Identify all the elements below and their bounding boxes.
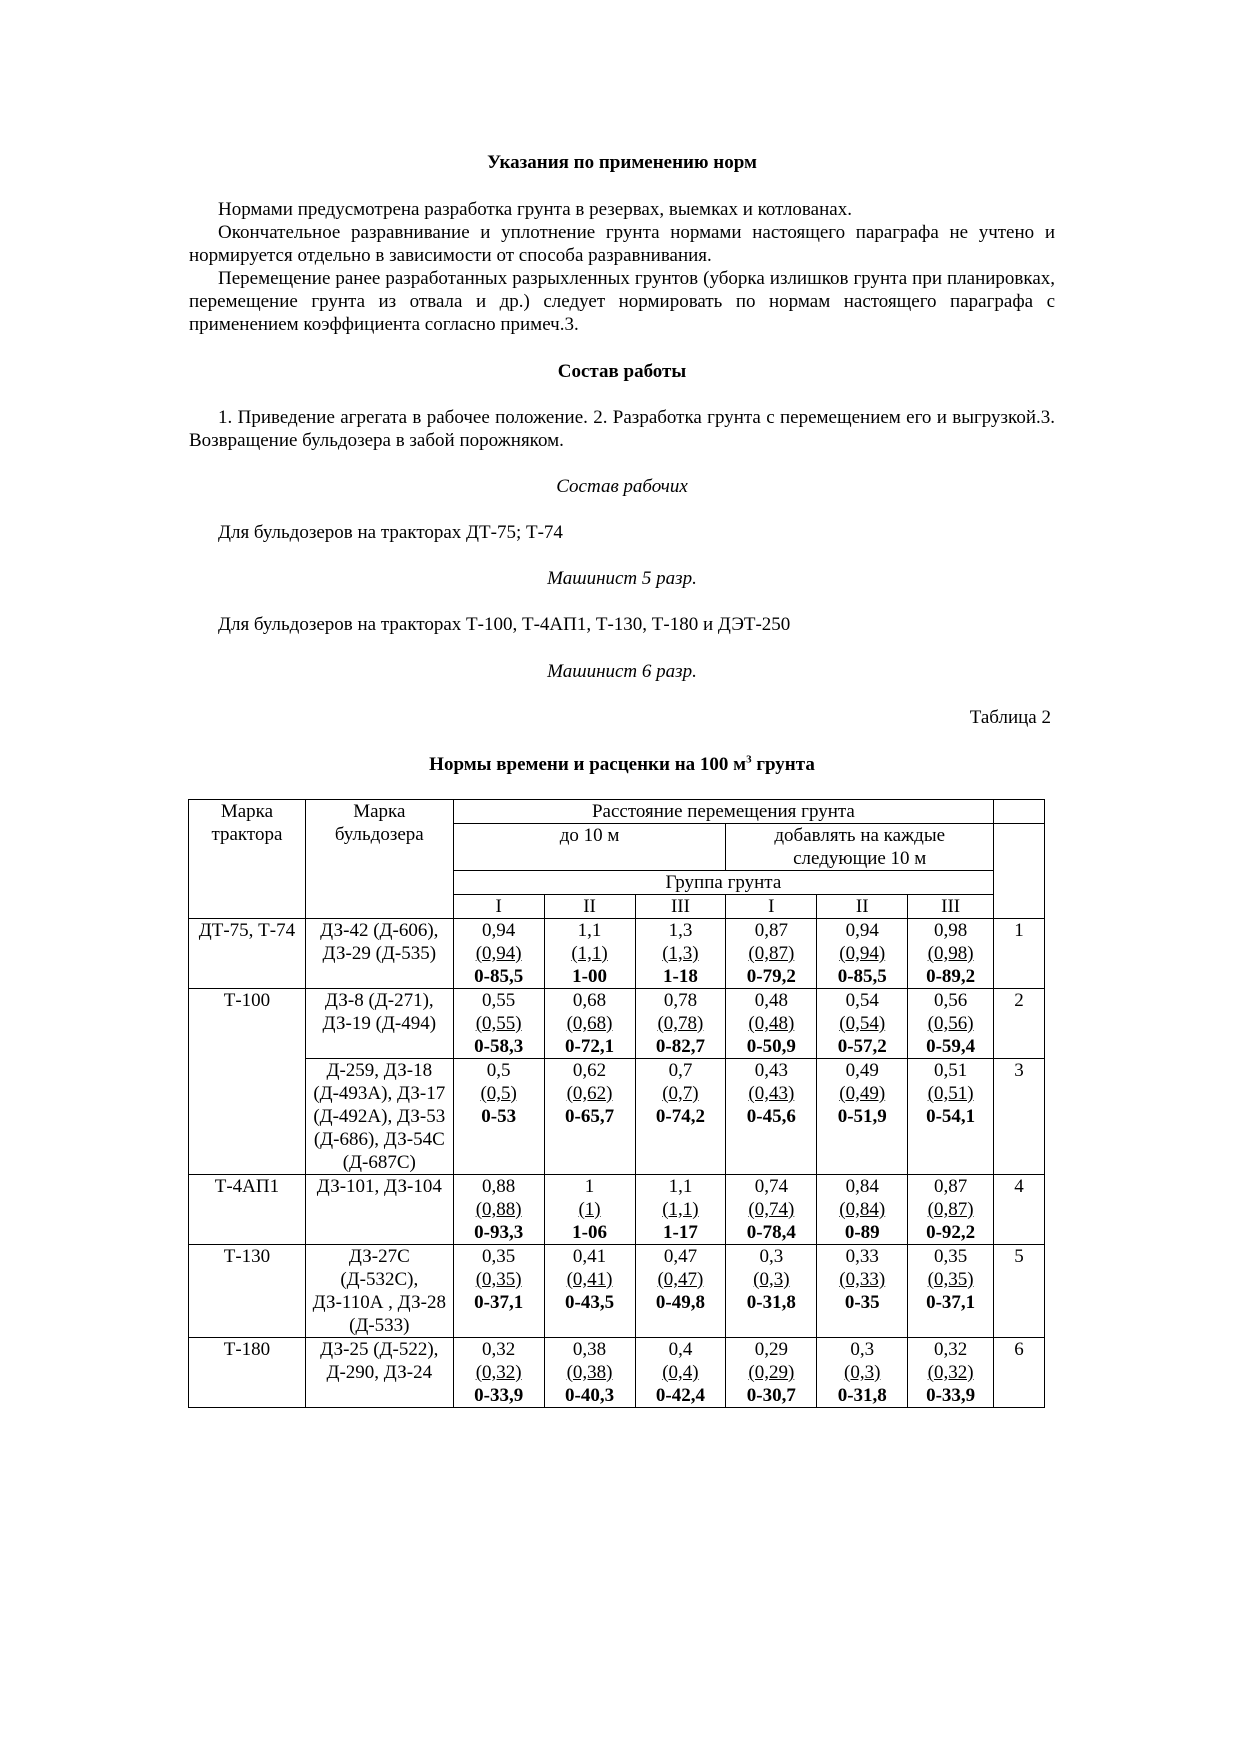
time-norm: 0,48 bbox=[754, 990, 788, 1011]
machine-time: (0,32) bbox=[475, 1362, 522, 1383]
tractor-cell: Т-180 bbox=[189, 1338, 306, 1408]
machine-time: (0,87) bbox=[748, 943, 795, 964]
machine-time: (0,98) bbox=[927, 943, 974, 964]
norm-cell bbox=[817, 1059, 908, 1175]
machine-time: (0,48) bbox=[748, 1013, 795, 1034]
time-norm: 0,32 bbox=[482, 1339, 516, 1360]
rate-value: 0-43,5 bbox=[565, 1292, 615, 1313]
machine-time: (0,47) bbox=[657, 1269, 704, 1290]
work-text bbox=[189, 406, 1055, 452]
time-norm: 1,3 bbox=[668, 920, 693, 941]
header-add-10: добавлять на каждые следующие 10 м bbox=[726, 824, 994, 871]
machine-time: (0,87) bbox=[927, 1199, 974, 1220]
time-norm: 0,4 bbox=[668, 1339, 693, 1360]
row-number: 1 bbox=[994, 919, 1045, 989]
norm-cell bbox=[908, 1175, 994, 1245]
rate-value: 0-30,7 bbox=[746, 1385, 796, 1406]
rate-value: 0-78,4 bbox=[746, 1222, 796, 1243]
time-norm: 0,5 bbox=[486, 1060, 511, 1081]
rate-value: 0-89 bbox=[844, 1222, 880, 1243]
rate-value: 0-57,2 bbox=[837, 1036, 887, 1057]
norm-cell bbox=[635, 919, 726, 989]
time-norm: 0,88 bbox=[482, 1176, 516, 1197]
machine-time: (0,94) bbox=[475, 943, 522, 964]
header-tractor: Марка трактора bbox=[189, 800, 306, 919]
norm-cell bbox=[726, 989, 817, 1059]
table-row bbox=[189, 1059, 1045, 1175]
machine-time: (0,7) bbox=[662, 1083, 699, 1104]
table-title-superscript: 3 bbox=[746, 753, 752, 766]
time-norm: 0,3 bbox=[759, 1246, 784, 1267]
workers-role-1: Машинист 5 разр. bbox=[547, 568, 697, 589]
workers-line-2 bbox=[189, 613, 1055, 636]
work-paragraph: 1. Приведение агрегата в рабочее положение. 2. Разработка грунта с перемещением его и выгрузкой.3. Возвращение бульдозера в забой порожняком. bbox=[189, 407, 1055, 451]
tractor-cell: Т-4АП1 bbox=[189, 1175, 306, 1245]
time-norm: 0,7 bbox=[668, 1060, 693, 1081]
machine-time: (0,55) bbox=[475, 1013, 522, 1034]
rate-value: 0-79,2 bbox=[746, 966, 796, 987]
header-empty-cell bbox=[994, 800, 1045, 824]
norm-cell bbox=[908, 989, 994, 1059]
table-title-text: Нормы времени и расценки на 100 м bbox=[429, 754, 747, 775]
workers-role-2: Машинист 6 разр. bbox=[547, 661, 697, 682]
rate-value: 0-93,3 bbox=[474, 1222, 524, 1243]
machine-time: (1,3) bbox=[662, 943, 699, 964]
row-number: 5 bbox=[994, 1245, 1045, 1338]
header-number-cell bbox=[994, 824, 1045, 919]
norm-cell bbox=[635, 1338, 726, 1408]
norm-cell bbox=[817, 1175, 908, 1245]
norm-cell bbox=[544, 989, 635, 1059]
workers-text: Для бульдозеров на тракторах Т-100, Т-4АП1, Т-130, Т-180 и ДЭТ-250 bbox=[218, 614, 791, 635]
rate-value: 0-37,1 bbox=[926, 1292, 976, 1313]
time-norm: 0,87 bbox=[754, 920, 788, 941]
norm-cell bbox=[635, 1059, 726, 1175]
norm-cell bbox=[544, 919, 635, 989]
norm-cell bbox=[453, 1059, 544, 1175]
rate-value: 1-00 bbox=[572, 966, 607, 987]
machine-time: (0,5) bbox=[480, 1083, 517, 1104]
tractor-cell: Т-130 bbox=[189, 1245, 306, 1338]
header-soil-group: Группа грунта bbox=[453, 871, 993, 895]
norms-table bbox=[188, 799, 1045, 1408]
machine-time: (0,78) bbox=[657, 1013, 704, 1034]
norm-cell bbox=[908, 1059, 994, 1175]
time-norm: 0,32 bbox=[933, 1339, 968, 1360]
rate-value: 0-74,2 bbox=[655, 1106, 705, 1127]
norm-cell bbox=[544, 1059, 635, 1175]
rate-value: 0-40,3 bbox=[565, 1385, 615, 1406]
intro-paragraph: Нормами предусмотрена разработка грунта в резервах, выемках и котлованах. bbox=[218, 199, 852, 220]
rate-value: 0-45,6 bbox=[746, 1106, 796, 1127]
time-norm: 0,87 bbox=[933, 1176, 968, 1197]
bulldozer-cell: ДЗ-27С (Д-532С), ДЗ-110А , ДЗ-28 (Д-533) bbox=[305, 1245, 453, 1338]
time-norm: 0,3 bbox=[850, 1339, 875, 1360]
machine-time: (0,3) bbox=[753, 1269, 790, 1290]
group-label: I bbox=[453, 895, 544, 919]
table-title bbox=[189, 753, 1055, 776]
machine-time: (0,62) bbox=[566, 1083, 613, 1104]
machine-time: (0,88) bbox=[475, 1199, 522, 1220]
time-norm: 0,94 bbox=[845, 920, 879, 941]
rate-value: 0-72,1 bbox=[565, 1036, 615, 1057]
table-row bbox=[189, 919, 1045, 989]
norm-cell bbox=[453, 989, 544, 1059]
time-norm: 0,29 bbox=[754, 1339, 788, 1360]
time-norm: 0,98 bbox=[933, 920, 968, 941]
rate-value: 1-06 bbox=[572, 1222, 607, 1243]
rate-value: 0-59,4 bbox=[926, 1036, 976, 1057]
time-norm: 1,1 bbox=[577, 920, 602, 941]
time-norm: 0,54 bbox=[845, 990, 879, 1011]
machine-time: (1,1) bbox=[571, 943, 608, 964]
time-norm: 0,84 bbox=[845, 1176, 879, 1197]
rate-value: 0-49,8 bbox=[655, 1292, 705, 1313]
rate-value: 0-85,5 bbox=[474, 966, 524, 987]
machine-time: (0,43) bbox=[748, 1083, 795, 1104]
work-heading: Состав работы bbox=[557, 361, 687, 382]
rate-value: 0-33,9 bbox=[926, 1385, 976, 1406]
time-norm: 0,35 bbox=[482, 1246, 516, 1267]
rate-value: 0-37,1 bbox=[474, 1292, 524, 1313]
intro-paragraph: Окончательное разравнивание и уплотнение грунта нормами настоящего параграфа не учтено и нормируется отдельно в зависимости от способа разравнивания. bbox=[189, 222, 1055, 266]
rate-value: 0-92,2 bbox=[926, 1222, 976, 1243]
norm-cell bbox=[453, 919, 544, 989]
rate-value: 0-85,5 bbox=[837, 966, 887, 987]
norm-cell bbox=[817, 919, 908, 989]
rate-value: 0-42,4 bbox=[655, 1385, 705, 1406]
group-label: I bbox=[726, 895, 817, 919]
rate-value: 0-53 bbox=[481, 1106, 517, 1127]
norm-cell bbox=[908, 919, 994, 989]
rate-value: 0-58,3 bbox=[474, 1036, 524, 1057]
time-norm: 0,35 bbox=[933, 1246, 968, 1267]
table-label: Таблица 2 bbox=[969, 707, 1051, 728]
rate-value: 0-35 bbox=[844, 1292, 880, 1313]
machine-time: (0,74) bbox=[748, 1199, 795, 1220]
tractor-cell: Т-100 bbox=[189, 989, 306, 1175]
machine-time: (0,94) bbox=[839, 943, 886, 964]
bulldozer-cell: ДЗ-25 (Д-522), Д-290, ДЗ-24 bbox=[305, 1338, 453, 1408]
table-row bbox=[189, 1338, 1045, 1408]
time-norm: 0,62 bbox=[572, 1060, 607, 1081]
machine-time: (0,35) bbox=[927, 1269, 974, 1290]
row-number: 2 bbox=[994, 989, 1045, 1059]
row-number: 6 bbox=[994, 1338, 1045, 1408]
norm-cell bbox=[908, 1338, 994, 1408]
norm-cell bbox=[726, 919, 817, 989]
header-upto-10: до 10 м bbox=[453, 824, 726, 871]
rate-value: 0-82,7 bbox=[655, 1036, 705, 1057]
rate-value: 1-18 bbox=[663, 966, 698, 987]
machine-time: (0,51) bbox=[927, 1083, 974, 1104]
rate-value: 0-50,9 bbox=[746, 1036, 796, 1057]
bulldozer-cell: ДЗ-101, ДЗ-104 bbox=[305, 1175, 453, 1245]
norm-cell bbox=[453, 1245, 544, 1338]
intro-paragraph: Перемещение ранее разработанных разрыхленных грунтов (уборка излишков грунта при планировках, перемещение грунта из отвала и др.) следует нормировать по нормам настоящего параграфа с применением коэффициента согласно примеч.3. bbox=[189, 268, 1055, 335]
row-number: 3 bbox=[994, 1059, 1045, 1175]
time-norm: 0,56 bbox=[933, 990, 968, 1011]
machine-time: (1) bbox=[578, 1199, 601, 1220]
time-norm: 0,74 bbox=[754, 1176, 788, 1197]
group-label: III bbox=[908, 895, 994, 919]
intro-text bbox=[189, 198, 1055, 336]
bulldozer-cell: ДЗ-42 (Д-606), ДЗ-29 (Д-535) bbox=[305, 919, 453, 989]
group-label: II bbox=[817, 895, 908, 919]
norm-cell bbox=[908, 1245, 994, 1338]
header-bulldozer: Марка бульдозера bbox=[305, 800, 453, 919]
machine-time: (0,38) bbox=[566, 1362, 613, 1383]
norm-cell bbox=[544, 1338, 635, 1408]
table-row bbox=[189, 1245, 1045, 1338]
rate-value: 0-33,9 bbox=[474, 1385, 524, 1406]
time-norm: 0,41 bbox=[572, 1246, 607, 1267]
workers-heading: Состав рабочих bbox=[556, 476, 688, 497]
machine-time: (0,49) bbox=[839, 1083, 886, 1104]
norm-cell bbox=[635, 989, 726, 1059]
time-norm: 0,55 bbox=[482, 990, 516, 1011]
time-norm: 0,94 bbox=[482, 920, 516, 941]
header-row bbox=[189, 800, 1045, 824]
norm-cell bbox=[726, 1175, 817, 1245]
norm-cell bbox=[453, 1175, 544, 1245]
workers-text: Для бульдозеров на тракторах ДТ-75; Т-74 bbox=[218, 522, 563, 543]
tractor-cell: ДТ-75, Т-74 bbox=[189, 919, 306, 989]
machine-time: (1,1) bbox=[662, 1199, 699, 1220]
machine-time: (0,29) bbox=[748, 1362, 795, 1383]
machine-time: (0,68) bbox=[566, 1013, 613, 1034]
rate-value: 0-31,8 bbox=[837, 1385, 887, 1406]
time-norm: 0,49 bbox=[845, 1060, 879, 1081]
machine-time: (0,56) bbox=[927, 1013, 974, 1034]
time-norm: 0,68 bbox=[572, 990, 607, 1011]
machine-time: (0,3) bbox=[844, 1362, 881, 1383]
norm-cell bbox=[726, 1059, 817, 1175]
norm-cell bbox=[635, 1245, 726, 1338]
machine-time: (0,33) bbox=[839, 1269, 886, 1290]
table-row bbox=[189, 1175, 1045, 1245]
norm-cell bbox=[726, 1245, 817, 1338]
norm-cell bbox=[453, 1338, 544, 1408]
rate-value: 0-51,9 bbox=[837, 1106, 887, 1127]
rate-value: 0-54,1 bbox=[926, 1106, 976, 1127]
machine-time: (0,32) bbox=[927, 1362, 974, 1383]
time-norm: 1,1 bbox=[668, 1176, 693, 1197]
machine-time: (0,4) bbox=[662, 1362, 699, 1383]
table-row bbox=[189, 989, 1045, 1059]
rate-value: 0-89,2 bbox=[926, 966, 976, 987]
rate-value: 0-31,8 bbox=[746, 1292, 796, 1313]
rate-value: 1-17 bbox=[663, 1222, 698, 1243]
group-label: II bbox=[544, 895, 635, 919]
bulldozer-cell: Д-259, ДЗ-18 (Д-493А), ДЗ-17 (Д-492А), ДЗ-53 (Д-686), ДЗ-54С (Д-687С) bbox=[305, 1059, 453, 1175]
group-label: III bbox=[635, 895, 726, 919]
norm-cell bbox=[817, 1245, 908, 1338]
rate-value: 0-65,7 bbox=[565, 1106, 615, 1127]
norm-cell bbox=[544, 1175, 635, 1245]
machine-time: (0,41) bbox=[566, 1269, 613, 1290]
row-number: 4 bbox=[994, 1175, 1045, 1245]
machine-time: (0,54) bbox=[839, 1013, 886, 1034]
time-norm: 0,38 bbox=[572, 1339, 607, 1360]
time-norm: 1 bbox=[584, 1176, 595, 1197]
header-distance: Расстояние перемещения грунта bbox=[453, 800, 993, 824]
machine-time: (0,35) bbox=[475, 1269, 522, 1290]
intro-heading: Указания по применению норм bbox=[487, 152, 757, 173]
norm-cell bbox=[726, 1338, 817, 1408]
time-norm: 0,51 bbox=[933, 1060, 968, 1081]
workers-line-1 bbox=[189, 521, 1055, 544]
time-norm: 0,43 bbox=[754, 1060, 788, 1081]
norm-cell bbox=[817, 1338, 908, 1408]
time-norm: 0,47 bbox=[663, 1246, 698, 1267]
machine-time: (0,84) bbox=[839, 1199, 886, 1220]
table-title-end: грунта bbox=[751, 754, 815, 775]
norm-cell bbox=[635, 1175, 726, 1245]
norm-cell bbox=[817, 989, 908, 1059]
time-norm: 0,78 bbox=[663, 990, 698, 1011]
time-norm: 0,33 bbox=[845, 1246, 879, 1267]
norm-cell bbox=[544, 1245, 635, 1338]
bulldozer-cell: ДЗ-8 (Д-271), ДЗ-19 (Д-494) bbox=[305, 989, 453, 1059]
